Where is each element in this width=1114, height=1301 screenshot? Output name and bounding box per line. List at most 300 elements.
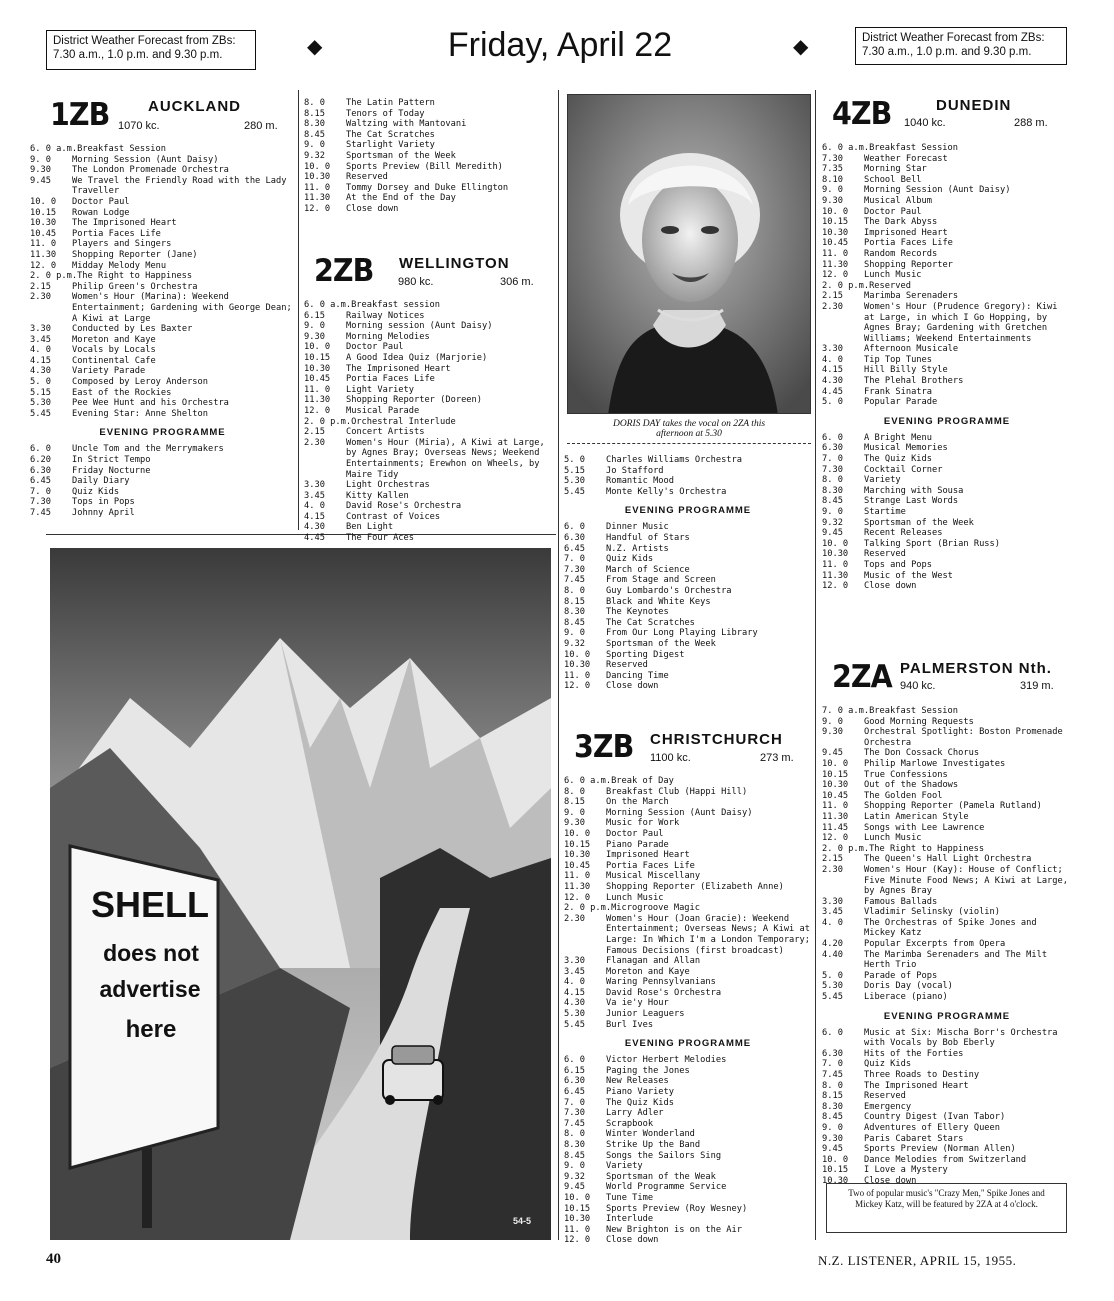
programme-time: 5.30 — [822, 981, 843, 992]
programme-row — [822, 1102, 1072, 1113]
programme-title: The Latin Pattern — [346, 98, 435, 108]
programme-time: 12. 0 — [30, 260, 57, 271]
programme-time: 3.30 — [822, 896, 843, 907]
programme-time: 2.15 — [30, 281, 51, 292]
programme-row — [304, 374, 554, 385]
programme-title: The Right to Happiness — [869, 843, 985, 854]
programme-time: 8.45 — [564, 1150, 585, 1161]
programme-time: 3.30 — [30, 324, 51, 335]
programme-row — [822, 812, 1072, 823]
programme-title: Close down — [864, 581, 917, 592]
programme-title: Morning session (Aunt Daisy) — [346, 321, 493, 332]
programme-row — [822, 518, 1072, 529]
programme-title: Guy Lombardo's Orchestra — [606, 585, 732, 596]
programme-title: Sports Preview (Roy Wesney) — [606, 1203, 748, 1214]
programme-title: Conducted by Les Baxter — [72, 324, 193, 335]
programme-time: 11.30 — [822, 811, 849, 822]
station-wavelength: 306 m. — [500, 276, 534, 288]
programme-row — [564, 639, 812, 650]
programme-row — [564, 808, 812, 819]
programme-time: 10. 0 — [30, 196, 57, 207]
programme-row — [564, 455, 812, 466]
programme-row — [304, 204, 554, 215]
programme-time: 7.30 — [30, 497, 51, 508]
programme-row — [564, 903, 812, 914]
programme-time: 11. 0 — [564, 871, 591, 882]
evening-heading: EVENING PROGRAMME — [624, 505, 752, 517]
programme-title: Variety Parade — [72, 366, 146, 377]
programme-title: Out of the Shadows — [864, 780, 959, 791]
programme-title: Orchestral Spotlight: Boston Promenade Orchestra — [864, 727, 1063, 748]
programme-row — [30, 324, 295, 335]
programme-title: Lunch Music — [864, 270, 922, 281]
programme-time: 6.30 — [30, 465, 51, 476]
programme-row — [304, 109, 554, 120]
programme-row — [822, 549, 1072, 560]
programme-time: 10.45 — [304, 374, 331, 385]
programme-time: 8.15 — [564, 797, 585, 808]
programme-time: 8.15 — [304, 108, 325, 119]
programme-row — [564, 575, 812, 586]
programme-title: Paris Cabaret Stars — [864, 1133, 964, 1144]
programme-time: 5.45 — [30, 408, 51, 419]
programme-time: 6. 0 — [30, 444, 51, 455]
programme-time: 7. 0 — [822, 1059, 843, 1070]
programme-row — [822, 281, 1072, 292]
programme-row — [822, 844, 1072, 855]
programme-time: 5.45 — [564, 1019, 585, 1030]
programme-title: Microgroove Magic — [611, 903, 700, 914]
programme-row — [30, 144, 295, 155]
programme-time: 10.45 — [564, 860, 591, 871]
programme-row — [304, 395, 554, 406]
programme-title: Tune Time — [606, 1192, 654, 1203]
programme-row — [564, 998, 812, 1009]
programme-time: 9.45 — [564, 1182, 585, 1193]
programme-row — [304, 480, 554, 491]
station-4zb — [822, 95, 1072, 592]
programme-title: Doris Day (vocal) — [864, 981, 953, 992]
programme-row — [564, 871, 812, 882]
programme-list-evening — [822, 433, 1072, 592]
programme-row — [304, 332, 554, 343]
programme-time: 9. 0 — [564, 628, 585, 639]
programme-title: Frank Sinatra — [864, 386, 932, 397]
programme-title: Shopping Reporter (Pamela Rutland) — [864, 801, 1042, 812]
programme-row — [304, 427, 554, 438]
programme-row — [822, 1081, 1072, 1092]
programme-title: Hill Billy Style — [864, 365, 948, 376]
programme-title: Portia Faces Life — [606, 860, 695, 871]
programme-title: The Queen's Hall Light Orchestra — [864, 854, 1032, 865]
programme-time: 2. 0 p.m. — [822, 280, 870, 291]
programme-time: 4. 0 — [564, 977, 585, 988]
station-2zb-continued — [564, 455, 812, 692]
programme-row — [822, 1155, 1072, 1166]
programme-title: At the End of the Day — [346, 193, 456, 204]
column-rule — [558, 90, 559, 1240]
programme-row — [564, 1009, 812, 1020]
programme-title: Music of the West — [864, 570, 953, 581]
programme-time: 5.15 — [30, 387, 51, 398]
programme-row — [30, 398, 295, 409]
programme-row — [822, 433, 1072, 444]
programme-row — [30, 155, 295, 166]
programme-time: 11.30 — [822, 259, 849, 270]
portrait-illustration — [568, 95, 811, 414]
programme-row — [30, 444, 295, 455]
programme-title: Railway Notices — [346, 310, 425, 321]
programme-title: Scrapbook — [606, 1118, 654, 1129]
programme-time: 6. 0 a.m. — [304, 300, 352, 310]
programme-title: The Imprisoned Heart — [72, 218, 177, 229]
programme-time: 9.45 — [30, 175, 51, 186]
programme-time: 8.15 — [822, 1091, 843, 1102]
programme-time: 11.30 — [304, 395, 331, 406]
programme-row — [822, 706, 1072, 717]
programme-row — [564, 1140, 812, 1151]
doris-day-photo — [567, 94, 811, 414]
programme-list-evening — [564, 1055, 812, 1246]
programme-title: Dinner Music — [606, 522, 669, 533]
programme-time: 8. 0 — [564, 786, 585, 797]
programme-title: Strike Up the Band — [606, 1140, 701, 1150]
programme-time: 12. 0 — [822, 833, 849, 844]
programme-title: The Golden Fool — [864, 790, 943, 801]
programme-row — [822, 291, 1072, 302]
programme-title: Sportsman of the Weak — [606, 1171, 716, 1182]
programme-row — [564, 476, 812, 487]
programme-title: Marimba Serenaders — [864, 291, 959, 302]
programme-title: Women's Hour (Kay): House of Conflict; Five Minute Food News; A Kiwi at Large, by Agnes Bray — [864, 864, 1068, 897]
programme-row — [564, 1066, 812, 1077]
programme-row — [822, 355, 1072, 366]
programme-row — [822, 238, 1072, 249]
programme-row — [304, 321, 554, 332]
weather-box-left — [46, 30, 256, 70]
programme-row — [822, 560, 1072, 571]
programme-time: 10.15 — [822, 1165, 849, 1176]
programme-title: Breakfast Club (Happi Hill) — [606, 786, 748, 797]
programme-row — [304, 342, 554, 353]
programme-time: 4.30 — [822, 376, 843, 387]
programme-time: 3.30 — [564, 956, 585, 967]
programme-time: 4.30 — [30, 366, 51, 377]
programme-time: 11.30 — [822, 570, 849, 581]
programme-time: 6.45 — [30, 476, 51, 487]
programme-time: 8. 0 — [564, 585, 585, 596]
note-box: Two of popular music's "Crazy Men," Spike Jones and Mickey Katz, will be featured by 2ZA at 4 o'clock. — [826, 1183, 1067, 1233]
programme-row — [304, 151, 554, 162]
programme-row — [564, 650, 812, 661]
programme-title: Uncle Tom and the Merrymakers — [72, 444, 224, 455]
programme-title: Talking Sport (Brian Russ) — [864, 538, 1000, 549]
programme-time: 5.45 — [564, 486, 585, 497]
programme-time: 10. 0 — [822, 758, 849, 769]
programme-time: 10.30 — [822, 549, 849, 560]
programme-row — [822, 528, 1072, 539]
programme-row — [30, 466, 295, 477]
programme-title: Good Morning Requests — [864, 716, 974, 727]
programme-row — [822, 717, 1072, 728]
programme-row — [564, 544, 812, 555]
programme-row — [564, 1020, 812, 1031]
programme-time: 7. 0 a.m. — [822, 706, 870, 716]
programme-time: 7.30 — [822, 464, 843, 475]
programme-title: Portia Faces Life — [864, 238, 953, 249]
programme-title: Quiz Kids — [606, 554, 654, 565]
programme-row — [304, 522, 554, 533]
programme-row — [564, 850, 812, 861]
programme-title: Junior Leaguers — [606, 1009, 685, 1020]
programme-title: Shopping Reporter — [864, 259, 953, 270]
programme-list-day — [564, 776, 812, 1030]
programme-title: Tip Top Tunes — [864, 354, 932, 365]
programme-title: Shopping Reporter (Jane) — [72, 249, 198, 260]
programme-time: 8. 0 — [822, 475, 843, 486]
programme-title: Victor Herbert Melodies — [606, 1055, 727, 1066]
programme-row — [822, 1070, 1072, 1081]
programme-row — [822, 1049, 1072, 1060]
programme-row — [564, 797, 812, 808]
programme-time: 4.40 — [822, 949, 843, 960]
programme-row — [30, 292, 295, 324]
programme-row — [564, 597, 812, 608]
weather-right-line2: 7.30 a.m., 1.0 p.m. and 9.30 p.m. — [862, 46, 1032, 58]
programme-row — [822, 454, 1072, 465]
programme-title: Sports Preview (Norman Allen) — [864, 1144, 1016, 1155]
programme-title: Musical Album — [864, 195, 932, 206]
programme-time: 2.30 — [304, 437, 325, 448]
programme-title: Songs the Sailors Sing — [606, 1150, 722, 1161]
programme-row — [822, 791, 1072, 802]
programme-row — [304, 406, 554, 417]
programme-time: 5.30 — [564, 1009, 585, 1020]
programme-time: 3.45 — [304, 490, 325, 501]
programme-title: Breakfast session — [351, 300, 440, 310]
programme-title: Close down — [606, 681, 659, 692]
programme-time: 2. 0 p.m. — [30, 271, 78, 282]
programme-row — [304, 501, 554, 512]
programme-time: 2.15 — [822, 291, 843, 302]
programme-row — [822, 992, 1072, 1003]
programme-row — [822, 907, 1072, 918]
evening-heading: EVENING PROGRAMME — [99, 427, 226, 439]
programme-time: 3.45 — [822, 907, 843, 918]
programme-time: 5. 0 — [30, 377, 51, 388]
programme-row — [564, 565, 812, 576]
programme-time: 9.30 — [564, 818, 585, 829]
programme-time: 6. 0 — [822, 1027, 843, 1038]
programme-time: 8.30 — [822, 485, 843, 496]
programme-title: Reserved — [864, 549, 906, 560]
programme-title: The Dark Abyss — [864, 217, 938, 228]
programme-row — [304, 491, 554, 502]
programme-row — [822, 1144, 1072, 1155]
programme-row — [564, 1087, 812, 1098]
programme-time: 12. 0 — [564, 1235, 591, 1246]
programme-row — [822, 465, 1072, 476]
programme-row — [564, 840, 812, 851]
programme-row — [822, 270, 1072, 281]
programme-title: Reserved — [346, 172, 388, 183]
programme-row — [304, 385, 554, 396]
programme-time: 4.15 — [30, 355, 51, 366]
programme-title: Evening Star: Anne Shelton — [72, 408, 208, 419]
programme-row — [822, 918, 1072, 939]
programme-list-day — [304, 300, 554, 544]
programme-title: Black and White Keys — [606, 596, 711, 607]
programme-row — [304, 300, 554, 311]
programme-title: Sportsman of the Week — [346, 150, 456, 161]
programme-row — [564, 618, 812, 629]
programme-row — [30, 366, 295, 377]
station-frequency: 1100 kc. — [650, 752, 691, 764]
programme-row — [30, 497, 295, 508]
programme-title: Break of Day — [611, 776, 674, 786]
programme-time: 9.45 — [822, 528, 843, 539]
programme-title: Hits of the Forties — [864, 1048, 964, 1059]
programme-row — [30, 261, 295, 272]
programme-title: Light Orchestras — [346, 480, 430, 491]
programme-time: 10.45 — [30, 228, 57, 239]
programme-time: 9.30 — [822, 1133, 843, 1144]
programme-row — [822, 939, 1072, 950]
programme-row — [30, 345, 295, 356]
programme-time: 8. 0 — [564, 1129, 585, 1140]
station-wavelength: 319 m. — [1020, 680, 1054, 692]
programme-title: Adventures of Ellery Queen — [864, 1122, 1000, 1133]
programme-title: Quiz Kids — [72, 486, 120, 497]
programme-time: 4. 0 — [304, 501, 325, 512]
programme-row — [304, 311, 554, 322]
programme-title: Moreton and Kaye — [606, 966, 690, 977]
programme-row — [822, 971, 1072, 982]
page-number: 40 — [46, 1251, 61, 1267]
programme-row — [304, 172, 554, 183]
weather-right-line1: District Weather Forecast from ZBs: — [862, 32, 1045, 44]
programme-row — [564, 914, 812, 956]
column-rule — [298, 90, 299, 530]
programme-time: 10.30 — [564, 660, 591, 671]
station-city: PALMERSTON Nth. — [900, 660, 1052, 677]
programme-time: 6.20 — [30, 455, 51, 466]
programme-row — [822, 496, 1072, 507]
programme-title: From Our Long Playing Library — [606, 628, 758, 639]
station-1zb-continued — [304, 98, 554, 215]
programme-title: Daily Diary — [72, 476, 130, 487]
programme-title: Doctor Paul — [864, 206, 922, 217]
programme-row — [564, 1108, 812, 1119]
programme-time: 9.30 — [822, 727, 843, 738]
programme-time: 9. 0 — [564, 1161, 585, 1172]
programme-row — [564, 1151, 812, 1162]
programme-time: 6. 0 a.m. — [564, 776, 612, 786]
programme-title: Country Digest (Ivan Tabor) — [864, 1112, 1006, 1123]
programme-title: Reserved — [869, 280, 911, 291]
programme-time: 7.45 — [822, 1070, 843, 1080]
programme-row — [564, 1119, 812, 1130]
programme-row — [30, 508, 295, 519]
programme-time: 6.30 — [822, 1048, 843, 1059]
station-frequency: 980 kc. — [398, 276, 434, 288]
programme-row — [564, 681, 812, 692]
programme-row — [564, 671, 812, 682]
programme-row — [564, 1129, 812, 1140]
programme-time: 7.30 — [564, 1108, 585, 1119]
programme-time: 12. 0 — [822, 270, 849, 281]
programme-title: Liberace (piano) — [864, 992, 948, 1003]
programme-time: 9. 0 — [304, 140, 325, 151]
programme-time: 10.30 — [564, 1214, 591, 1225]
programme-row — [30, 476, 295, 487]
programme-time: 11. 0 — [564, 1224, 591, 1235]
programme-time: 6.15 — [564, 1065, 585, 1076]
ad-text: advertise — [99, 976, 201, 1002]
programme-title: True Confessions — [864, 769, 948, 780]
programme-time: 9. 0 — [304, 321, 325, 332]
publication-line: N.Z. LISTENER, APRIL 15, 1955. — [818, 1253, 1017, 1268]
programme-row — [564, 1098, 812, 1109]
programme-row — [822, 854, 1072, 865]
ad-headline: SHELL — [90, 884, 209, 925]
programme-time: 12. 0 — [304, 203, 331, 214]
programme-time: 10.30 — [564, 850, 591, 861]
programme-title: Orchestral Interlude — [351, 416, 456, 427]
programme-title: Midday Melody Menu — [72, 260, 167, 271]
programme-title: Kitty Kallen — [346, 490, 409, 501]
programme-row — [822, 748, 1072, 759]
station-wavelength: 288 m. — [1014, 117, 1048, 129]
caption-line: afternoon at 5.30 — [656, 429, 722, 439]
programme-row — [30, 239, 295, 250]
programme-row — [564, 977, 812, 988]
programme-row — [564, 1235, 812, 1246]
programme-title: In Strict Tempo — [72, 455, 151, 466]
station-2zb — [304, 252, 554, 544]
programme-title: The Right to Happiness — [77, 271, 193, 282]
programme-title: Sports Preview (Bill Meredith) — [346, 161, 503, 172]
programme-row — [564, 956, 812, 967]
programme-time: 3.45 — [30, 334, 51, 345]
programme-time: 5. 0 — [822, 970, 843, 981]
programme-title: Morning Session (Aunt Daisy) — [72, 154, 219, 165]
programme-list-evening — [822, 1028, 1072, 1187]
programme-time: 10.30 — [304, 363, 331, 374]
programme-title: Music for Work — [606, 818, 680, 829]
programme-row — [564, 1182, 812, 1193]
programme-title: Songs with Lee Lawrence — [864, 822, 985, 833]
programme-title: Light Variety — [346, 384, 414, 395]
programme-title: Close down — [606, 1235, 659, 1246]
programme-title: Paging the Jones — [606, 1065, 690, 1076]
programme-row — [564, 1055, 812, 1066]
programme-row — [304, 512, 554, 523]
programme-title: New Releases — [606, 1076, 669, 1087]
programme-row — [30, 409, 295, 420]
station-call-sign: 2ZB — [314, 253, 374, 289]
programme-title: Pee Wee Hunt and his Orchestra — [72, 398, 229, 409]
programme-row — [822, 397, 1072, 408]
photo-caption — [567, 419, 811, 439]
programme-time: 5.30 — [564, 476, 585, 487]
programme-time: 10. 0 — [564, 649, 591, 660]
programme-time: 6.30 — [564, 1076, 585, 1087]
evening-heading: EVENING PROGRAMME — [624, 1038, 752, 1050]
programme-time: 10.30 — [822, 780, 849, 791]
programme-time: 7.45 — [30, 508, 51, 518]
programme-title: Johnny April — [72, 508, 135, 518]
